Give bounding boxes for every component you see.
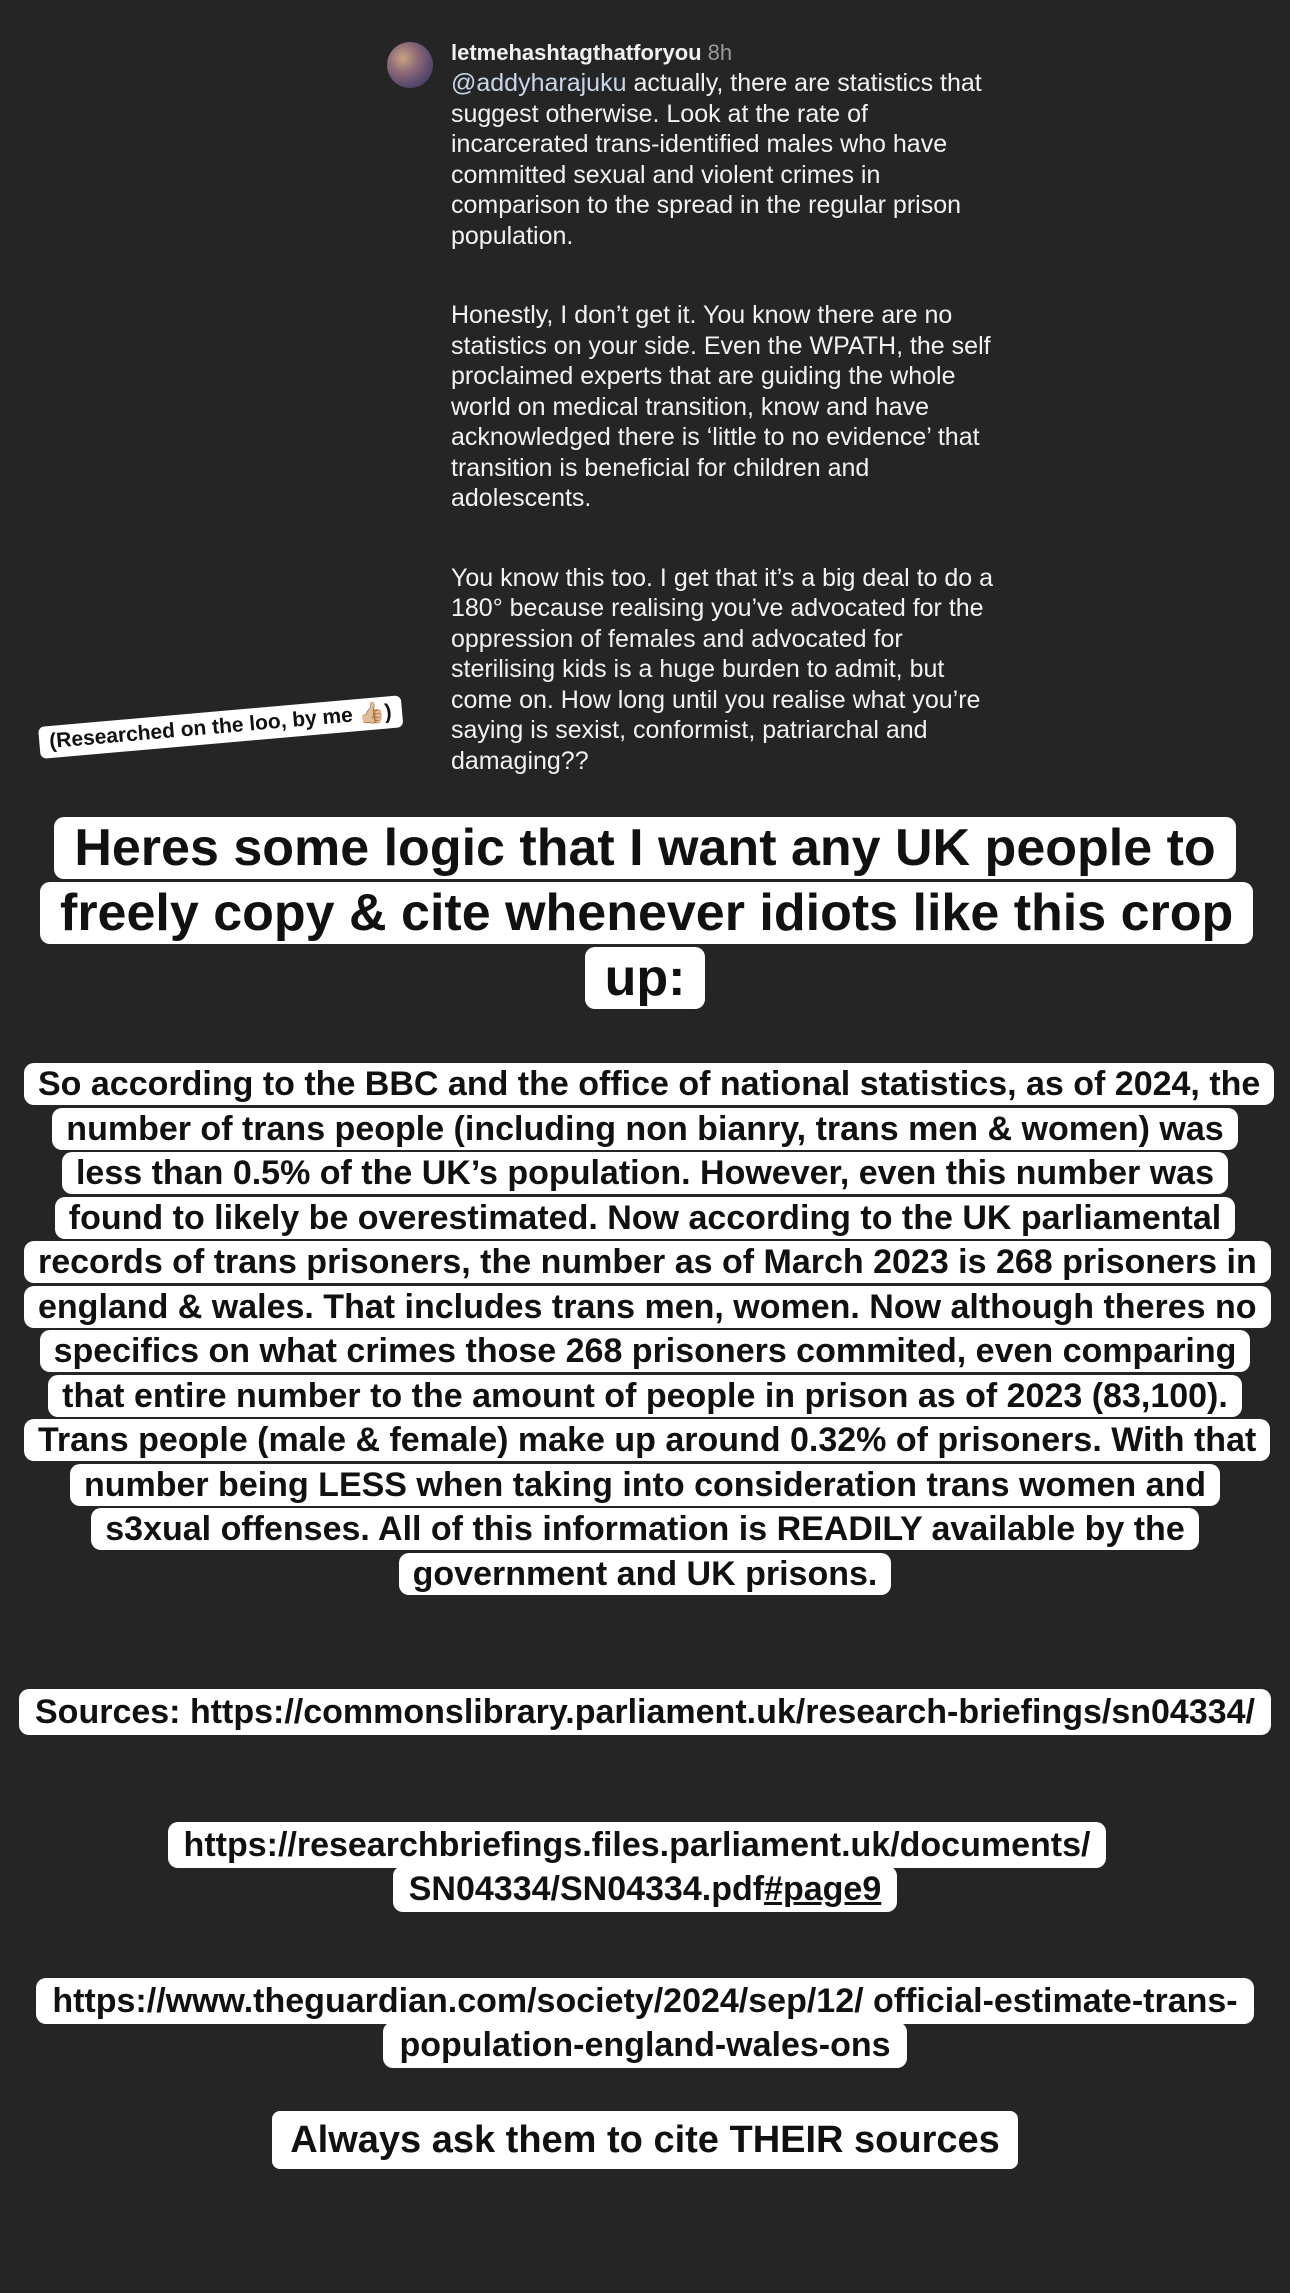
researched-sticker: (Researched on the loo, by me 👍🏼) bbox=[38, 695, 403, 759]
timestamp: 8h bbox=[707, 40, 733, 65]
comment-paragraph-2: Honestly, I don’t get it. You know there are no statistics on your side. Even the WPATH, the self proclaimed experts that are guiding the whole world on medical transition, know and have acknowledged there is ‘little to no evidence’ that transition is beneficial for children and adolescents. bbox=[451, 301, 991, 512]
source-2 bbox=[0, 1823, 1290, 1911]
main-text: So according to the BBC and the office of national statistics, as of 2024, the number of trans people (including non bianry, trans men & women) was less than 0.5% of the UK’s population. However, even this number was found to likely be overestimated. Now according to the UK parliamental records of trans prisoners, the number as of March 2023 is 268 prisoners in england & wales. That includes trans men, women. Now although theres no specifics on what crimes those 268 prisoners commited, even comparing that entire number to the amount of people in prison as of 2023 (83,100). Trans people (male & female) make up around 0.32% of prisoners. With that number being LESS when taking into consideration trans women and s3xual offenses. All of this information is READILY available by the government and UK prisons. bbox=[24, 1063, 1274, 1595]
source-1-text[interactable]: Sources: https://commonslibrary.parliament.uk/research-briefings/sn04334/ bbox=[19, 1689, 1271, 1735]
comment-paragraph-3: You know this too. I get that it’s a big deal to do a 180° because realising you’ve advocated for the oppression of females and advocated for sterilising kids is a huge burden to admit, but come on. How long until you realise what you’re saying is sexist, conformist, patriarchal and damaging?? bbox=[451, 563, 994, 775]
comment-header bbox=[451, 40, 1011, 66]
story-heading bbox=[0, 816, 1290, 1011]
source-2-url: https://researchbriefings.files.parliament.uk/documents/ SN04334/SN04334.pdf bbox=[183, 1826, 1091, 1908]
closing-text: Always ask them to cite THEIR sources bbox=[272, 2111, 1018, 2169]
source-1 bbox=[0, 1690, 1290, 1734]
source-2-text[interactable] bbox=[168, 1822, 1107, 1912]
source-3 bbox=[0, 1979, 1290, 2067]
avatar[interactable] bbox=[387, 42, 433, 88]
comment-body bbox=[451, 40, 1011, 776]
mention-link[interactable]: @addyharajuku bbox=[451, 69, 627, 97]
source-2-anchor[interactable]: #page9 bbox=[764, 1870, 882, 1908]
heading-text: Heres some logic that I want any UK people to freely copy & cite whenever idiots like this crop up: bbox=[40, 817, 1253, 1009]
comment-paragraph-1 bbox=[451, 68, 1011, 251]
comment-text-1: actually, there are statistics that suggest otherwise. Look at the rate of incarcerated trans-identified males who have committed sexual and violent crimes in comparison to the spread in the regular prison population. bbox=[451, 69, 982, 250]
closing-banner bbox=[0, 2116, 1290, 2164]
source-3-text[interactable]: https://www.theguardian.com/society/2024/sep/12/ official-estimate-trans-population-england-wales-ons bbox=[36, 1978, 1253, 2068]
username[interactable]: letmehashtagthatforyou bbox=[451, 40, 702, 65]
story-main-text bbox=[0, 1062, 1290, 1596]
